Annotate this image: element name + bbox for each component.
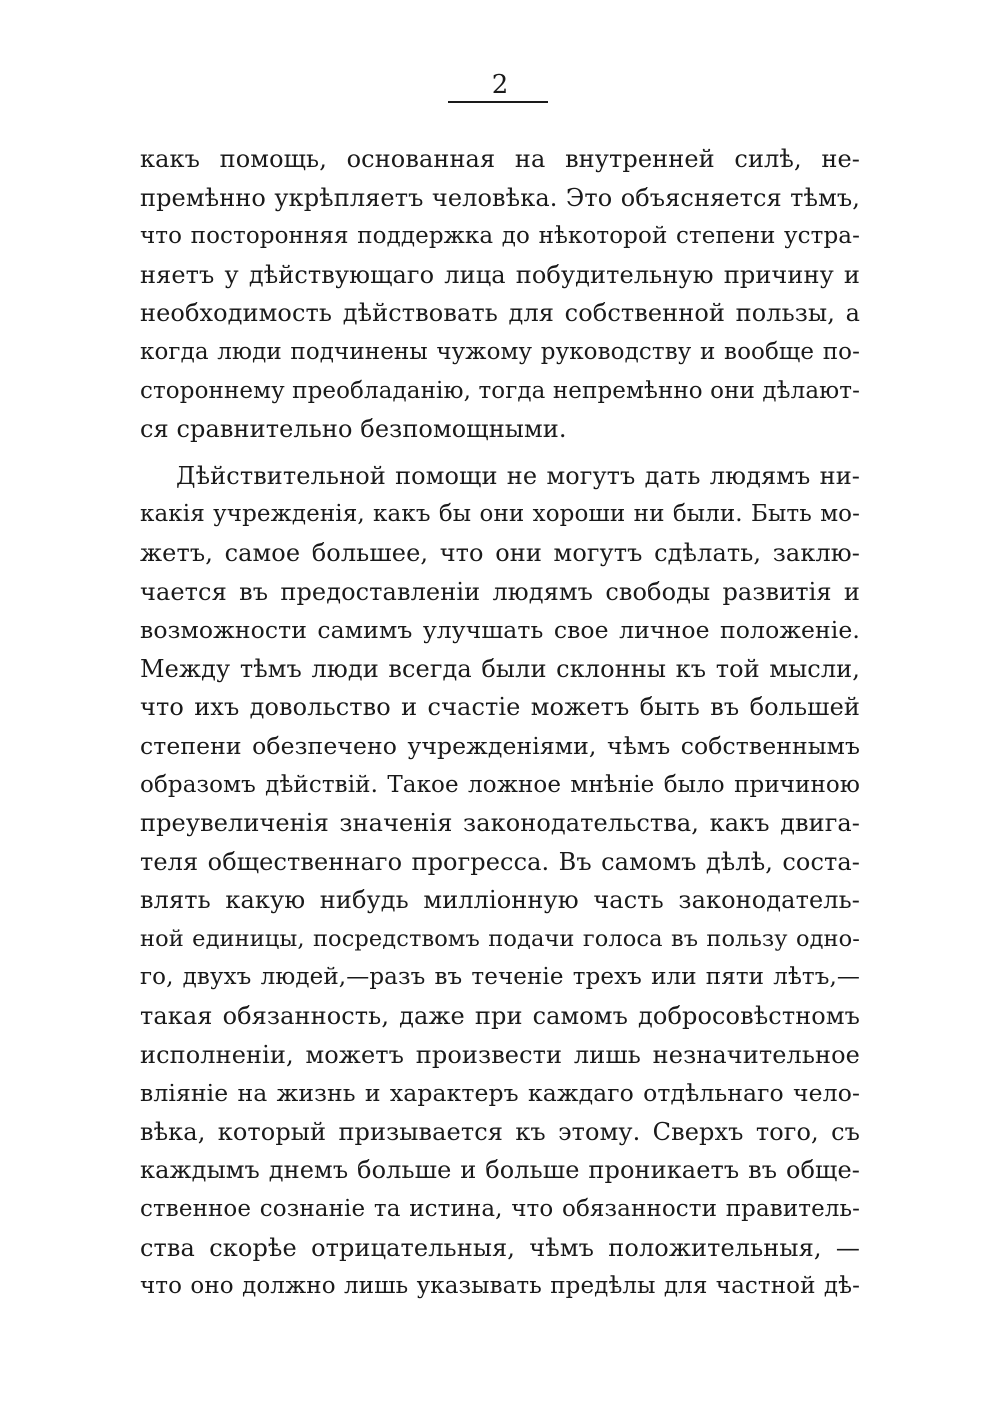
text-line: Между тѣмъ люди всегда были склонны къ той мысли, bbox=[140, 654, 860, 683]
text-line: исполненіи, можетъ произвести лишь незначительное bbox=[140, 1040, 860, 1069]
text-line: что ихъ довольство и счастіе можетъ быть въ большей bbox=[140, 693, 860, 722]
text-line: жетъ, самое большее, что они могутъ сдѣлать, заклю- bbox=[140, 538, 860, 567]
text-line: вліяніе на жизнь и характеръ каждаго отдѣльнаго чело- bbox=[140, 1079, 860, 1108]
text-line: такая обязанность, даже при самомъ добросовѣстномъ bbox=[140, 1002, 860, 1031]
paragraph-2 bbox=[140, 457, 860, 1306]
text-line: что оно должно лишь указывать предѣлы для частной дѣ- bbox=[140, 1273, 860, 1300]
text-line: теля общественнаго прогресса. Въ самомъ дѣлѣ, соста- bbox=[140, 847, 860, 876]
text-line: образомъ дѣйствій. Такое ложное мнѣніе было причиною bbox=[140, 771, 860, 798]
text-line: преувеличенія значенія законодательства, какъ двига- bbox=[140, 809, 860, 838]
text-line: что посторонняя поддержка до нѣкоторой степени устра- bbox=[140, 223, 860, 250]
text-line: каждымъ днемъ больше и больше проникаетъ въ обще- bbox=[140, 1156, 860, 1185]
text-line: вѣка, который призывается къ этому. Сверхъ того, съ bbox=[140, 1117, 860, 1146]
text-line: ства скорѣе отрицательныя, чѣмъ положительныя, — bbox=[140, 1233, 860, 1262]
paragraph-1 bbox=[140, 140, 860, 449]
text-line: Дѣйствительной помощи не могутъ дать людямъ ни- bbox=[176, 461, 860, 490]
paragraph-gap bbox=[140, 449, 860, 457]
text-line: какъ помощь, основанная на внутренней силѣ, не- bbox=[140, 145, 860, 173]
page-number-rule bbox=[448, 101, 548, 103]
body-text bbox=[140, 140, 860, 1306]
text-line: возможности самимъ улучшать свое личное положеніе. bbox=[140, 616, 860, 645]
text-line: няетъ у дѣйствующаго лица побудительную причину и bbox=[140, 260, 860, 289]
text-line: стороннему преобладанію, тогда непремѣнно они дѣлают- bbox=[140, 377, 860, 404]
text-line: го, двухъ людей,—разъ въ теченіе трехъ или пяти лѣтъ,— bbox=[140, 964, 860, 991]
text-line: ся сравнительно безпомощными. bbox=[140, 415, 567, 444]
text-line: ной единицы, посредствомъ подачи голоса въ пользу одно- bbox=[140, 925, 860, 952]
text-line: какія учрежденія, какъ бы они хороши ни были. Быть мо- bbox=[140, 501, 860, 528]
text-line: премѣнно укрѣпляетъ человѣка. Это объясняется тѣмъ, bbox=[140, 183, 860, 212]
text-line: чается въ предоставленіи людямъ свободы развитія и bbox=[140, 577, 860, 606]
page-number: 2 bbox=[491, 70, 509, 100]
text-line: степени обезпечено учрежденіями, чѣмъ собственнымъ bbox=[140, 731, 860, 760]
text-line: необходимость дѣйствовать для собственной пользы, а bbox=[140, 299, 860, 328]
text-line: влять какую нибудь милліонную часть законодатель- bbox=[140, 886, 860, 915]
text-line: когда люди подчинены чужому руководству и вообще по- bbox=[140, 338, 860, 365]
text-line: ственное сознаніе та истина, что обязанности правитель- bbox=[140, 1196, 860, 1223]
